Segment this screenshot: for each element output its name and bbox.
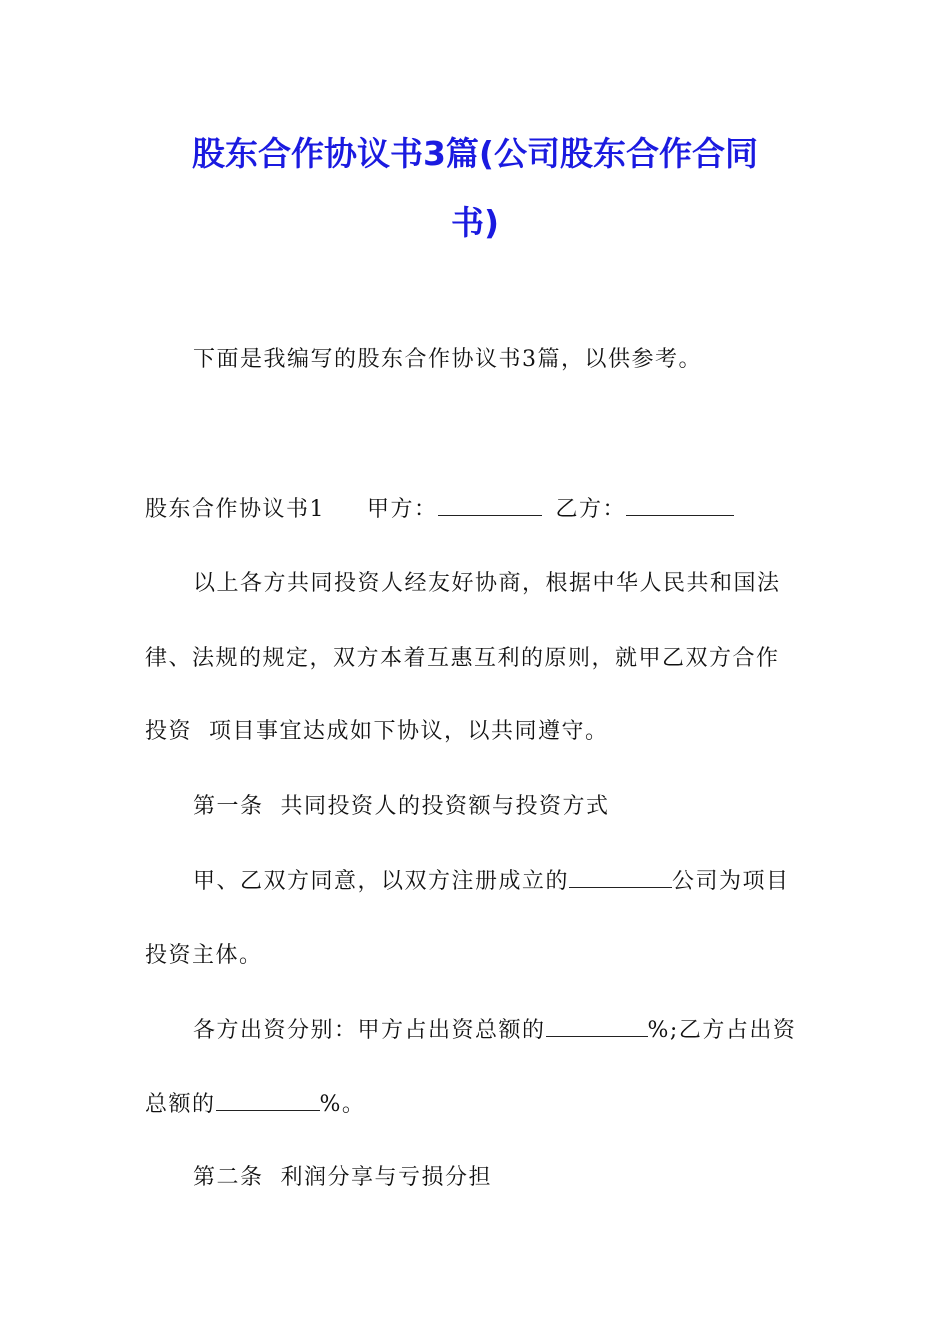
para3-line2-before: 总额的 [145, 1092, 216, 1117]
document-title-line-1: 股东合作协议书3篇(公司股东合作合同 [191, 134, 759, 173]
para3-line-2 [145, 1094, 365, 1116]
article-2-heading: 第二条 利润分享与亏损分担 [193, 1165, 492, 1190]
party-b-label: 乙方： [555, 497, 627, 522]
intro-paragraph: 下面是我编写的股东合作协议书3篇，以供参考。 [193, 347, 702, 372]
para3-text-before: 各方出资分别：甲方占出资总额的 [193, 1018, 546, 1043]
para2-text-after: 公司为项目 [672, 869, 790, 894]
agreement-name: 股东合作协议书1 [145, 497, 325, 522]
company-name-blank [569, 886, 672, 888]
para2-line-1 [193, 871, 790, 893]
para2-text-before: 甲、乙双方同意，以双方注册成立的 [193, 869, 570, 894]
para1-line-2: 律、法规的规定，双方本着互惠互利的原则，就甲乙双方合作 [145, 646, 780, 671]
para2-line-2: 投资主体。 [145, 943, 263, 968]
party-b-percent-blank [216, 1109, 320, 1111]
document-title-line-2: 书) [450, 203, 500, 242]
party-b-blank [626, 514, 734, 516]
para3-text-after: %;乙方占出资 [647, 1018, 797, 1043]
parties-line [145, 499, 734, 521]
para3-line-1 [193, 1020, 796, 1042]
party-a-label: 甲方： [367, 497, 438, 522]
para1-line-3: 投资 项目事宜达成如下协议，以共同遵守。 [145, 719, 609, 744]
party-a-blank [438, 514, 542, 516]
party-a-percent-blank [546, 1035, 648, 1037]
para3-line2-after: %。 [319, 1092, 366, 1117]
para1-line-1: 以上各方共同投资人经友好协商，根据中华人民共和国法 [193, 571, 781, 596]
article-1-heading: 第一条 共同投资人的投资额与投资方式 [193, 794, 610, 819]
